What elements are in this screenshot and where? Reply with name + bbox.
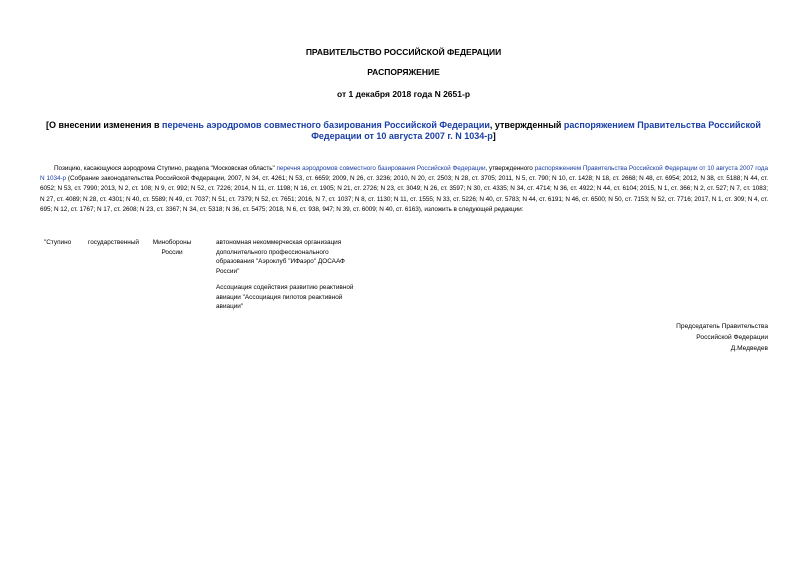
airfield-name-cell: "Ступино (44, 239, 72, 246)
airfield-type-cell: государственный (88, 239, 139, 246)
document-kind: РАСПОРЯЖЕНИЕ (367, 67, 440, 77)
organization-2-cell: Ассоциация содействия развитию реактивной авиации "Ассоциация пилотов реактивной авиации" (216, 284, 354, 310)
body-paragraph (40, 164, 768, 215)
subject-prefix: [О внесении изменения в (46, 120, 163, 130)
airfield-list-link[interactable]: перечень аэродромов совместного базирования Российской Федерации (162, 120, 490, 130)
subject-suffix: ] (492, 131, 496, 141)
organization-1-cell: автономная некоммерческая организация дополнительного профессионального образования "Аэроклуб "ИФаэро" ДОСААФ России" (216, 239, 345, 275)
body-part-2: , утвержденного (485, 165, 535, 172)
signature-name: Д.Медведев (730, 345, 768, 352)
subject-middle: , утвержденный (489, 120, 564, 130)
government-title: ПРАВИТЕЛЬСТВО РОССИЙСКОЙ ФЕДЕРАЦИИ (305, 47, 502, 57)
signature-organization: Российской Федерации (696, 334, 768, 341)
body-decree-link[interactable]: распоряжением Правительства Российской Федерации от 10 августа 2007 года N 1034-р (40, 165, 768, 183)
document-date: от 1 декабря 2018 года N 2651-р (336, 89, 471, 99)
document-subject (40, 120, 767, 142)
ministry-cell: Минобороны России (152, 239, 192, 256)
signature-title: Председатель Правительства (676, 323, 768, 330)
decree-link[interactable]: распоряжением Правительства Российской Федерации от 10 августа 2007 г. N 1034-р (311, 120, 761, 141)
body-airfield-list-link[interactable]: перечня аэродромов совместного базирования Российской Федерации (276, 165, 486, 172)
body-part-1: Позицию, касающуюся аэродрома Ступино, раздела "Московская область" (54, 165, 277, 172)
body-part-3: (Собрание законодательства Российской Федерации, 2007, N 34, ст. 4261; N 53, ст. 6659; 2009, N 26, ст. 3236; 2010, N 20, ст. 2503; N 28, ст. 3705; 2011, N 5, ст. 790; N 10, ст. 1428; N 18, ст. 2668; N 48, ст. 6954; 2012, N 38, ст. 5188; N 44, ст. 6052; N 53, ст. 7990; 2013, N 2, ст. 108; N 9, ст. 992; N 52, ст. 7226; 2014, N 11, ст. 1198; N 16, ст. 1905; N 21, ст. 2726; N 23, ст. 3049; N 26, ст. 3597; N 30, ст. 4335; N 34, ст. 4714; N 36, ст. 4922; N 44, ст. 6104; 2015, N 1, ст. 366; N 2, ст. 527; N 7, ст. 1083; N 27, ст. 4089; N 28, ст. 4301; N 40, ст. 5589; N 49, ст. 7037; N 51, ст. 7379; N 52, ст. 7651; 2016, N 7, ст. 1037; N 8, ст. 1130; N 11, ст. 1555; N 33, ст. 5226; N 40, ст. 5783; N 44, ст. 6191; N 46, ст. 6500; N 50, ст. 7153; N 52, ст. 7716; 2017, N 1, ст. 309; N 4, ст. 695; N 12, ст. 1767; N 17, ст. 2608; N 23, ст. 3367; N 34, ст. 5318; N 36, ст. 5475; 2018, N 6, ст. 938, 947; N 39, ст. 6009; N 40, ст. 6163), изложить в следующей редакции: (40, 175, 768, 213)
